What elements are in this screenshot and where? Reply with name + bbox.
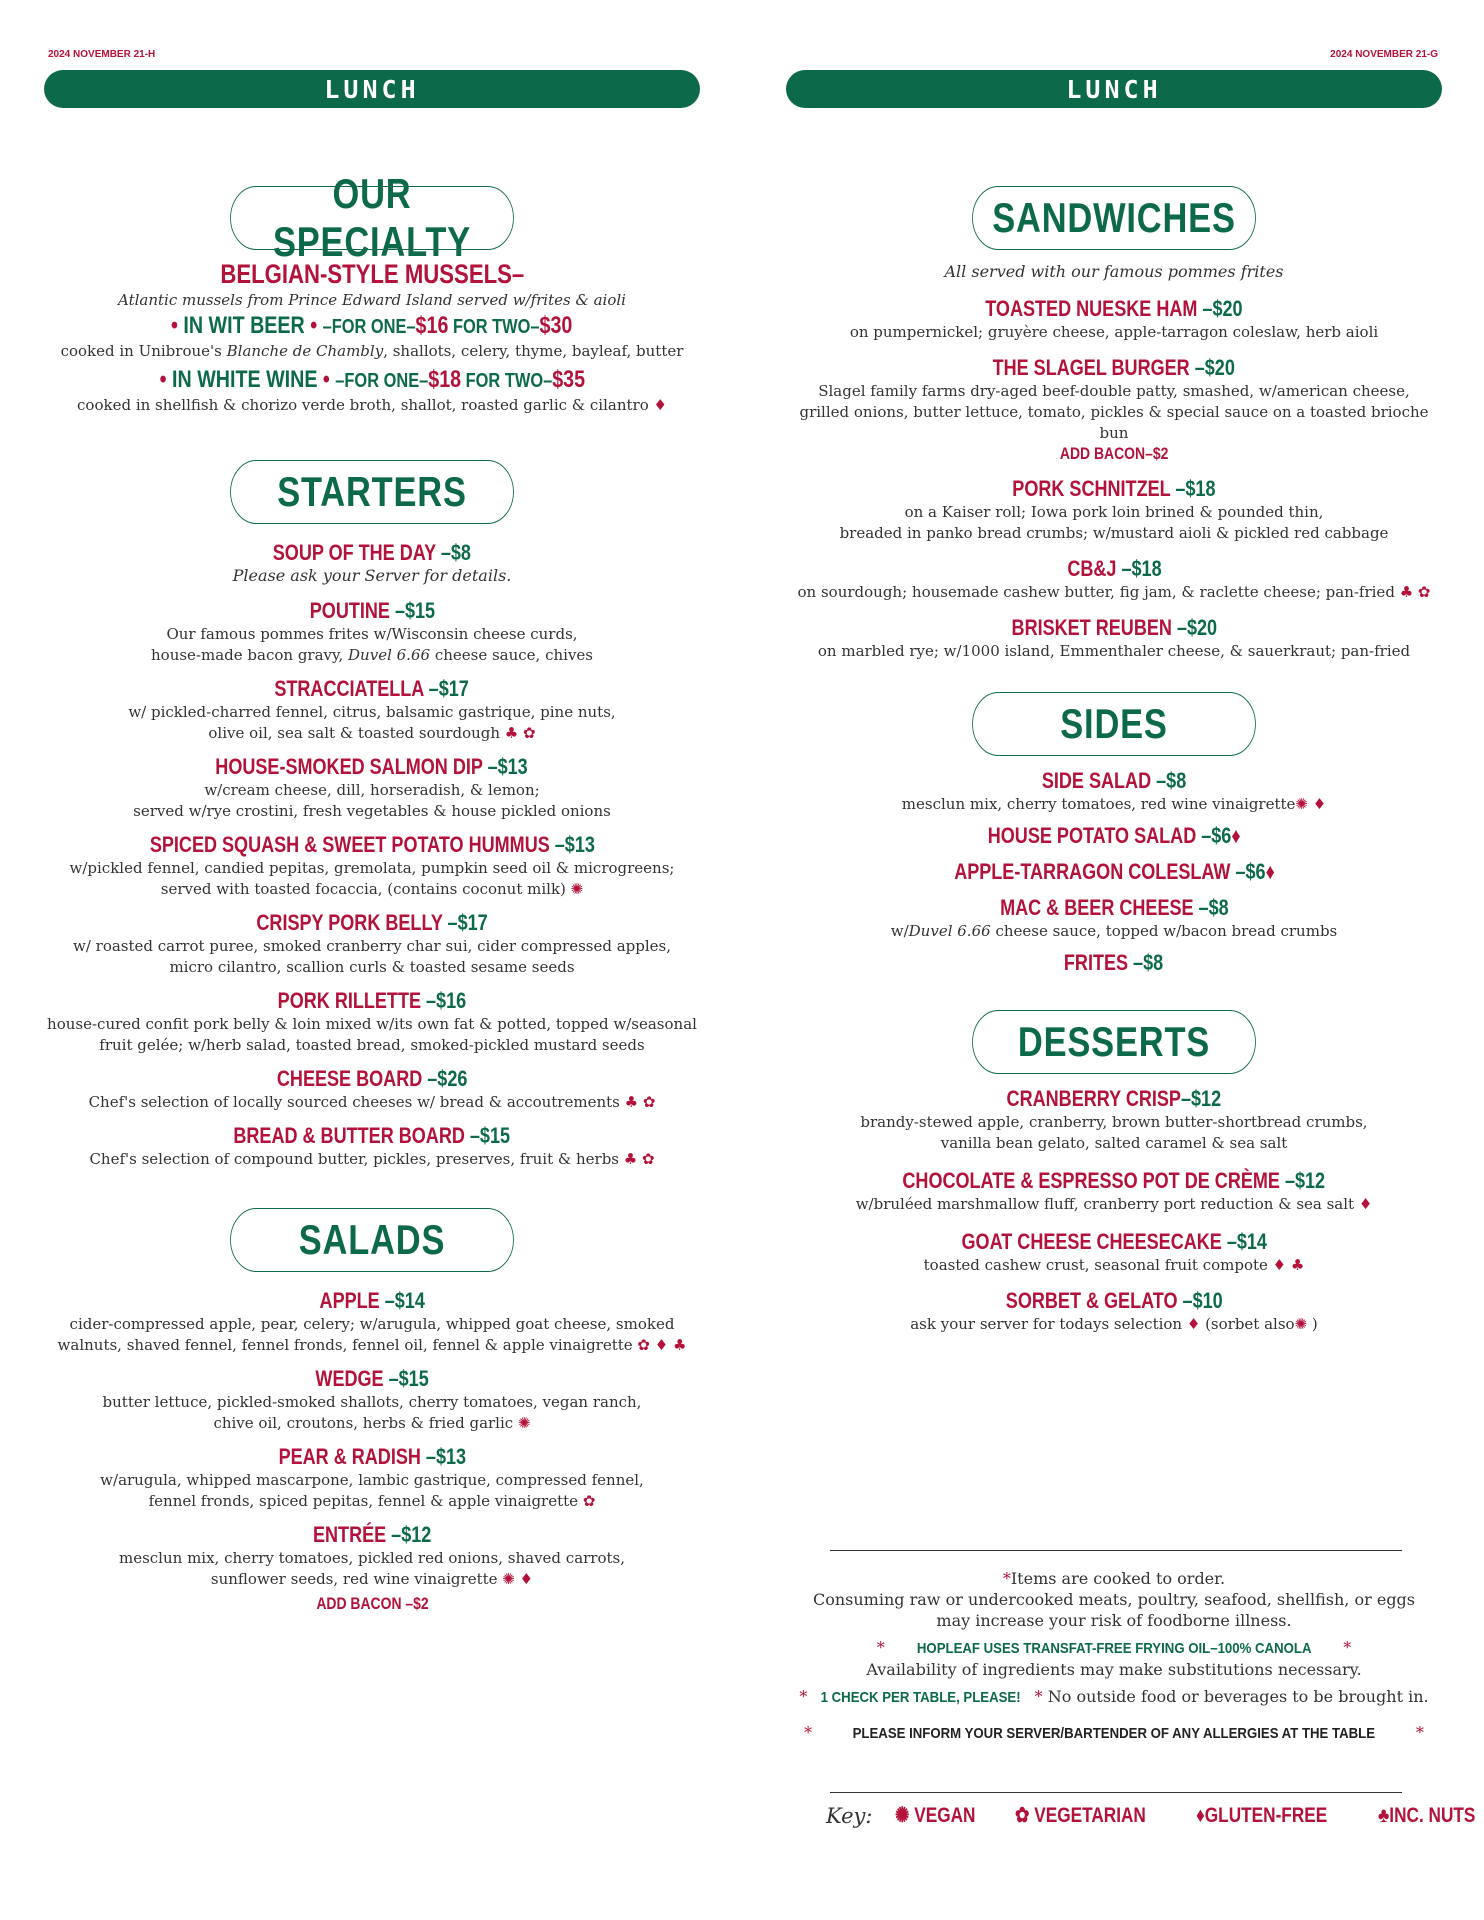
item-title: ENTRÉE –$12: [312, 1522, 432, 1547]
starter-item: [44, 676, 700, 744]
foodborne-warning: Consuming raw or undercooked meats, poultry, seafood, shellfish, or eggs may increase your risk of foodborne illness.: [812, 1590, 1416, 1630]
coleslaw-title: APPLE-TARRAGON COLESLAW –$6♦: [953, 859, 1275, 884]
nuts-icon: ♣: [1378, 1803, 1390, 1827]
item-desc: w/cream cheese, dill, horseradish, & lemon; served w/rye crostini, fresh vegetables & house pickled onions: [133, 781, 611, 820]
item-desc: on sourdough; housemade cashew butter, fig jam, & raclette cheese; pan-fried ♣ ✿: [797, 583, 1431, 601]
key-vegan: ✺ VEGAN: [894, 1804, 975, 1827]
sandwich-item: [786, 296, 1442, 343]
item-title: CHEESE BOARD –$26: [276, 1066, 468, 1091]
item-desc: mesclun mix, cherry tomatoes, pickled red onions, shaved carrots, sunflower seeds, red wine vinaigrette ✺ ♦: [118, 1549, 625, 1588]
item-title: HOUSE-SMOKED SALMON DIP –$13: [215, 754, 529, 779]
item-title: SPICED SQUASH & SWEET POTATO HUMMUS –$13: [149, 832, 595, 857]
starter-item: [44, 988, 700, 1056]
desserts-list: [786, 1086, 1442, 1276]
salad-item: [44, 1522, 700, 1590]
key-label: Key:: [826, 1803, 873, 1828]
dessert-item: [786, 1086, 1442, 1154]
item-desc: on marbled rye; w/1000 island, Emmenthaler cheese, & sauerkraut; pan-fried: [817, 642, 1411, 660]
footer-rule-bottom: [830, 1792, 1402, 1793]
salad-item: [44, 1288, 700, 1356]
mac-cheese-title: MAC & BEER CHEESE –$8: [999, 895, 1229, 920]
item-title: STRACCIATELLA –$17: [274, 676, 470, 701]
cooked-to-order: *Items are cooked to order.: [1002, 1569, 1226, 1588]
sandwiches-note: All served with our famous pommes frites: [944, 262, 1284, 281]
mussels-beer-desc: cooked in Unibroue's Blanche de Chambly, shallots, celery, thyme, bayleaf, butter: [60, 342, 684, 360]
frites-title: FRITES –$8: [1064, 950, 1164, 975]
key-nuts: ♣INC. NUTS: [1378, 1803, 1476, 1827]
sorbet-title: SORBET & GELATO –$10: [1005, 1288, 1223, 1313]
availability-notice: Availability of ingredients may make substitutions necessary.: [866, 1660, 1362, 1679]
item-desc: house-cured confit pork belly & loin mixed w/its own fat & potted, topped w/seasonal fruit gelée; w/herb salad, toasted bread, smoked-pickled mustard seeds: [47, 1015, 697, 1054]
item-desc: toasted cashew crust, seasonal fruit compote ♦ ♣: [923, 1256, 1305, 1274]
item-desc: brandy-stewed apple, cranberry, brown butter-shortbread crumbs, vanilla bean gelato, salted caramel & sea salt: [860, 1113, 1368, 1152]
footer-notes: [786, 1568, 1442, 1744]
menu-code-left: 2024 NOVEMBER 21-H: [48, 49, 156, 60]
item-desc: w/arugula, whipped mascarpone, lambic gastrique, compressed fennel, fennel fronds, spiced pepitas, fennel & apple vinaigrette ✿: [100, 1471, 644, 1510]
item-desc: Chef's selection of compound butter, pickles, preserves, fruit & herbs ♣ ✿: [89, 1150, 655, 1168]
vegetarian-icon: ✿: [1014, 1804, 1030, 1827]
mussels-title: BELGIAN-STYLE MUSSELS–: [220, 259, 524, 289]
left-column: [44, 108, 700, 1614]
item-title: APPLE –$14: [319, 1288, 425, 1313]
section-heading-specialty: OUR SPECIALTY: [230, 186, 514, 250]
starters-list: [44, 676, 700, 1170]
sandwich-item: [786, 355, 1442, 464]
allergy-notice: * PLEASE INFORM YOUR SERVER/BARTENDER OF ANY ALLERGIES AT THE TABLE *: [804, 1723, 1424, 1742]
footer-rule-top: [830, 1550, 1402, 1551]
vegan-icon: ✺: [894, 1804, 909, 1827]
poutine-desc: Our famous pommes frites w/Wisconsin cheese curds, house-made bacon gravy, Duvel 6.66 cheese sauce, chives: [151, 625, 593, 664]
dietary-key: [826, 1803, 1476, 1828]
item-title: GOAT CHEESE CHEESECAKE –$14: [961, 1229, 1267, 1254]
item-desc: on a Kaiser roll; Iowa pork loin brined & pounded thin, breaded in panko bread crumbs; w/mustard aioli & pickled red cabbage: [839, 503, 1389, 542]
item-desc: Slagel family farms dry-aged beef-double patty, smashed, w/american cheese, grilled onions, butter lettuce, tomato, pickles & special sauce on a toasted brioche bun: [799, 382, 1429, 442]
starter-item: [44, 910, 700, 978]
starter-item: [44, 1123, 700, 1170]
item-desc: w/ pickled-charred fennel, citrus, balsamic gastrique, pine nuts, olive oil, sea salt & toasted sourdough ♣ ✿: [128, 703, 616, 742]
section-heading-sides: SIDES: [972, 692, 1256, 756]
poutine-title: POUTINE –$15: [309, 598, 435, 623]
sandwich-item: [786, 615, 1442, 662]
lunch-bar-right: LUNCH: [786, 70, 1442, 108]
item-title: THE SLAGEL BURGER –$20: [992, 355, 1236, 380]
key-gluten-free: ♦GLUTEN-FREE: [1196, 1803, 1328, 1827]
item-title: PEAR & RADISH –$13: [278, 1444, 466, 1469]
item-desc: butter lettuce, pickled-smoked shallots, cherry tomatoes, vegan ranch, chive oil, croutons, herbs & fried garlic ✺: [102, 1393, 642, 1432]
soup-note: Please ask your Server for details.: [232, 566, 512, 585]
item-title: WEDGE –$15: [315, 1366, 429, 1391]
dessert-item: [786, 1229, 1442, 1276]
right-column: [786, 108, 1442, 1335]
item-title: CRANBERRY CRISP–$12: [1006, 1086, 1222, 1111]
item-title: PORK SCHNITZEL –$18: [1012, 476, 1216, 501]
mac-cheese-desc: w/Duvel 6.66 cheese sauce, topped w/bacon bread crumbs: [890, 922, 1338, 940]
section-heading-desserts: DESSERTS: [972, 1010, 1256, 1074]
item-title: CB&J –$18: [1066, 556, 1162, 581]
item-title: PORK RILLETTE –$16: [277, 988, 467, 1013]
sandwiches-list: [786, 296, 1442, 662]
salads-list: [44, 1288, 700, 1590]
dessert-item: [786, 1168, 1442, 1215]
sorbet-desc: ask your server for todays selection ♦ (sorbet also✺ ): [910, 1315, 1318, 1333]
sandwich-item: [786, 556, 1442, 603]
gluten-free-icon: ♦: [1196, 1803, 1206, 1827]
item-desc: w/pickled fennel, candied pepitas, gremolata, pumpkin seed oil & microgreens; served with toasted focaccia, (contains coconut milk) ✺: [69, 859, 675, 898]
oil-notice: * HOPLEAF USES TRANSFAT-FREE FRYING OIL–100% CANOLA *: [876, 1638, 1352, 1657]
starter-item: [44, 754, 700, 822]
section-heading-sandwiches: SANDWICHES: [972, 186, 1256, 250]
item-desc: on pumpernickel; gruyère cheese, apple-tarragon coleslaw, herb aioli: [849, 323, 1379, 341]
salad-add-bacon: ADD BACON –$2: [315, 1594, 429, 1613]
mussels-wine-desc: cooked in shellfish & chorizo verde broth, shallot, roasted garlic & cilantro ♦: [77, 396, 667, 414]
soup-title: SOUP OF THE DAY –$8: [272, 540, 472, 565]
item-title: TOASTED NUESKE HAM –$20: [985, 296, 1243, 321]
item-desc: cider-compressed apple, pear, celery; w/arugula, whipped goat cheese, smoked walnuts, shaved fennel, fennel fronds, fennel oil, fennel & apple vinaigrette ✿ ♦ ♣: [57, 1315, 687, 1354]
starter-item: [44, 832, 700, 900]
potato-salad-title: HOUSE POTATO SALAD –$6♦: [987, 823, 1241, 848]
starter-item: [44, 1066, 700, 1113]
mussels-beer-line: • IN WIT BEER • –FOR ONE–$16 FOR TWO–$30: [171, 312, 573, 339]
menu-code-right: 2024 NOVEMBER 21-G: [1330, 49, 1438, 60]
item-title: BREAD & BUTTER BOARD –$15: [233, 1123, 511, 1148]
section-heading-starters: STARTERS: [230, 460, 514, 524]
item-title: CHOCOLATE & ESPRESSO POT DE CRÈME –$12: [902, 1168, 1326, 1193]
mussels-subtitle: Atlantic mussels from Prince Edward Island served w/frites & aioli: [118, 291, 626, 309]
item-desc: w/bruléed marshmallow fluff, cranberry port reduction & sea salt ♦: [855, 1195, 1373, 1213]
side-salad-desc: mesclun mix, cherry tomatoes, red wine vinaigrette✺ ♦: [901, 795, 1327, 813]
burger-add-bacon: ADD BACON–$2: [1059, 444, 1169, 463]
item-title: BRISKET REUBEN –$20: [1011, 615, 1217, 640]
salad-item: [44, 1366, 700, 1434]
mussels-wine-line: • IN WHITE WINE • –FOR ONE–$18 FOR TWO–$35: [159, 366, 585, 393]
item-desc: w/ roasted carrot puree, smoked cranberry char sui, cider compressed apples, micro cilantro, scallion curls & toasted sesame seeds: [72, 937, 672, 976]
key-vegetarian: ✿ VEGETARIAN: [1014, 1804, 1146, 1827]
side-salad-title: SIDE SALAD –$8: [1041, 768, 1187, 793]
salad-item: [44, 1444, 700, 1512]
check-notice: * 1 CHECK PER TABLE, PLEASE! * No outside food or beverages to be brought in.: [799, 1687, 1429, 1706]
section-heading-salads: SALADS: [230, 1208, 514, 1272]
item-title: CRISPY PORK BELLY –$17: [256, 910, 488, 935]
lunch-bar-left: LUNCH: [44, 70, 700, 108]
sandwich-item: [786, 476, 1442, 544]
item-desc: Chef's selection of locally sourced cheeses w/ bread & accoutrements ♣ ✿: [88, 1093, 656, 1111]
